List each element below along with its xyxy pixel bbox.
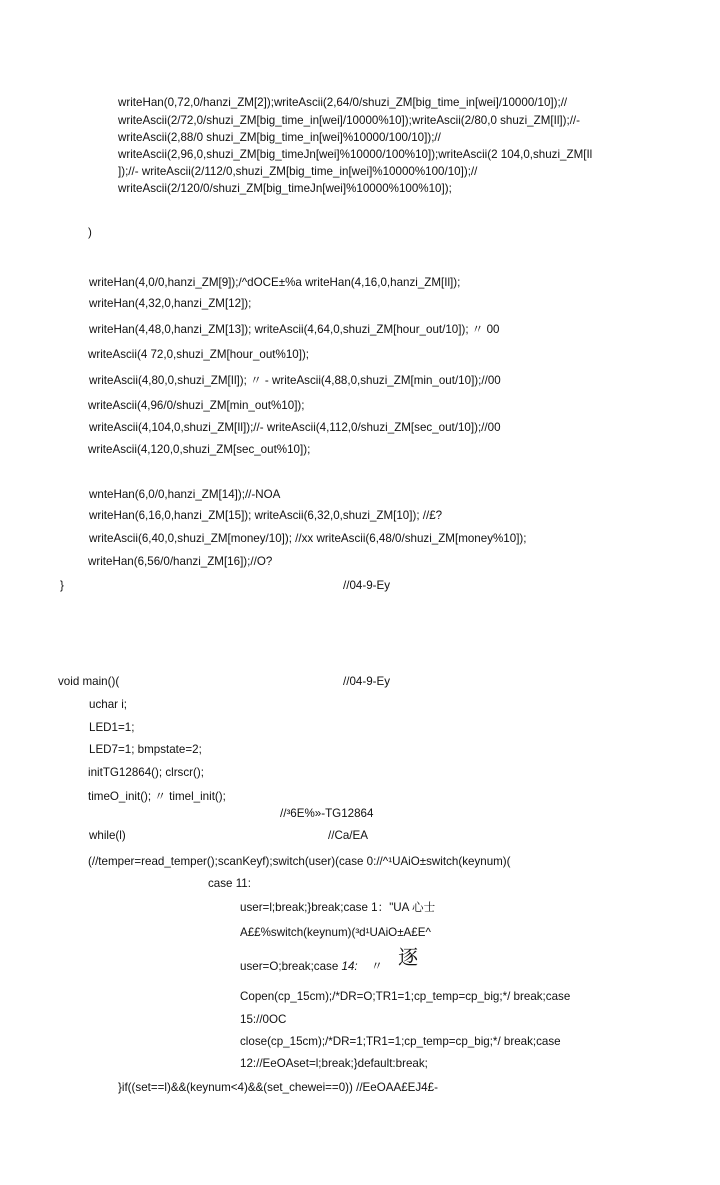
code-line: (//temper=read_temper();scanKeyf);switch(user)(case 0://^¹UAiO±switch(keynum)( — [88, 855, 511, 868]
code-line: wnteHan(6,0/0,hanzi_ZM[14]);//-NOA — [89, 488, 281, 501]
code-line: writeHan(6,16,0,hanzi_ZM[15]); writeAscii(6,32,0,shuzi_ZM[10]); //£? — [89, 509, 443, 522]
code-line: writeAscii(2/120/0/shuzi_ZM[big_timeJn[wei]%10000%100%10]); — [118, 182, 452, 195]
code-line: timeO_init(); 〃 timel_init(); — [88, 790, 226, 803]
code-line: writeHan(0,72,0/hanzi_ZM[2]);writeAscii(2,64/0/shuzi_ZM[big_time_in[wei]/10000/10]);// — [118, 96, 568, 109]
code-line: LED1=1; — [89, 721, 135, 734]
code-line: A££%switch(keynum)(³d¹UAiO±A£E^ — [240, 926, 431, 939]
code-line: 12://EeOAset=l;break;}default:break; — [240, 1057, 428, 1070]
code-line: writeHan(4,32,0,hanzi_ZM[12]); — [89, 297, 252, 310]
code-comment: //04-9-Ey — [343, 675, 391, 688]
code-line: writeHan(4,48,0,hanzi_ZM[13]); writeAscii(4,64,0,shuzi_ZM[hour_out/10]); 〃 00 — [89, 323, 500, 336]
code-line: writeAscii(4,80,0,shuzi_ZM[Il]); 〃 - writeAscii(4,88,0,shuzi_ZM[min_out/10]);//00 — [89, 374, 501, 387]
code-line: initTG12864(); clrscr(); — [88, 766, 204, 779]
code-line: writeAscii(4,96/0/shuzi_ZM[min_out%10]); — [88, 399, 305, 412]
while-statement: while(l) — [89, 829, 126, 842]
code-line: uchar i; — [89, 698, 128, 711]
code-line: close(cp_15cm);/*DR=1;TR1=1;cp_temp=cp_big;*/ break;case — [240, 1035, 561, 1048]
case-number: 14: — [341, 960, 358, 973]
closing-brace: } — [60, 579, 64, 592]
code-line: user=l;break;}break;case 1："UA 心士 — [240, 901, 436, 914]
handwritten-glyph: 逐 — [398, 945, 419, 969]
code-line: writeAscii(2,96,0,shuzi_ZM[big_timeJn[wei]%10000/100%10]);writeAscii(2 104,0,shuzi_ZM[Il — [118, 148, 593, 161]
case-label: case 11: — [208, 877, 251, 890]
code-line — [240, 945, 419, 975]
code-line: LED7=1; bmpstate=2; — [89, 743, 202, 756]
code-line: writeAscii(4,104,0,shuzi_ZM[Il]);//- writeAscii(4,112,0/shuzi_ZM[sec_out/10]);//00 — [89, 421, 501, 434]
code-line: }if((set==l)&&(keynum<4)&&(set_chewei==0)) //EeOAA£EJ4£- — [118, 1081, 438, 1094]
code-line: writeAscii(4 72,0,shuzi_ZM[hour_out%10]); — [88, 348, 310, 361]
code-line: writeHan(4,0/0,hanzi_ZM[9]);/^dOCE±%a writeHan(4,16,0,hanzi_ZM[Il]); — [89, 276, 461, 289]
function-declaration: void main()( — [58, 675, 120, 688]
code-line: writeAscii(4,120,0,shuzi_ZM[sec_out%10]); — [88, 443, 311, 456]
ditto-mark: 〃 — [370, 959, 383, 973]
code-line: writeAscii(2/72,0/shuzi_ZM[big_time_in[wei]/10000%10]);writeAscii(2/80,0 shuzi_ZM[Il]);//- — [118, 114, 580, 127]
code-line: writeAscii(6,40,0,shuzi_ZM[money/10]); //xx writeAscii(6,48/0/shuzi_ZM[money%10]); — [89, 532, 527, 545]
code-comment: //³6E%»-TG12864 — [280, 807, 374, 820]
code-text: user=O;break;case — [240, 960, 342, 973]
code-comment: //04-9-Ey — [343, 579, 391, 592]
code-line: Copen(cp_15cm);/*DR=O;TR1=1;cp_temp=cp_big;*/ break;case — [240, 990, 571, 1003]
code-line: ]);//- writeAscii(2/112/0,shuzi_ZM[big_time_in[wei]%10000%100/10]);// — [118, 165, 478, 178]
code-line: 15://0OC — [240, 1013, 287, 1026]
code-line: writeAscii(2,88/0 shuzi_ZM[big_time_in[wei]%10000/100/10]);// — [118, 131, 441, 144]
code-comment: //Ca/EA — [328, 829, 368, 842]
closing-paren: ) — [88, 226, 92, 239]
code-line: writeHan(6,56/0/hanzi_ZM[16]);//O? — [88, 555, 273, 568]
